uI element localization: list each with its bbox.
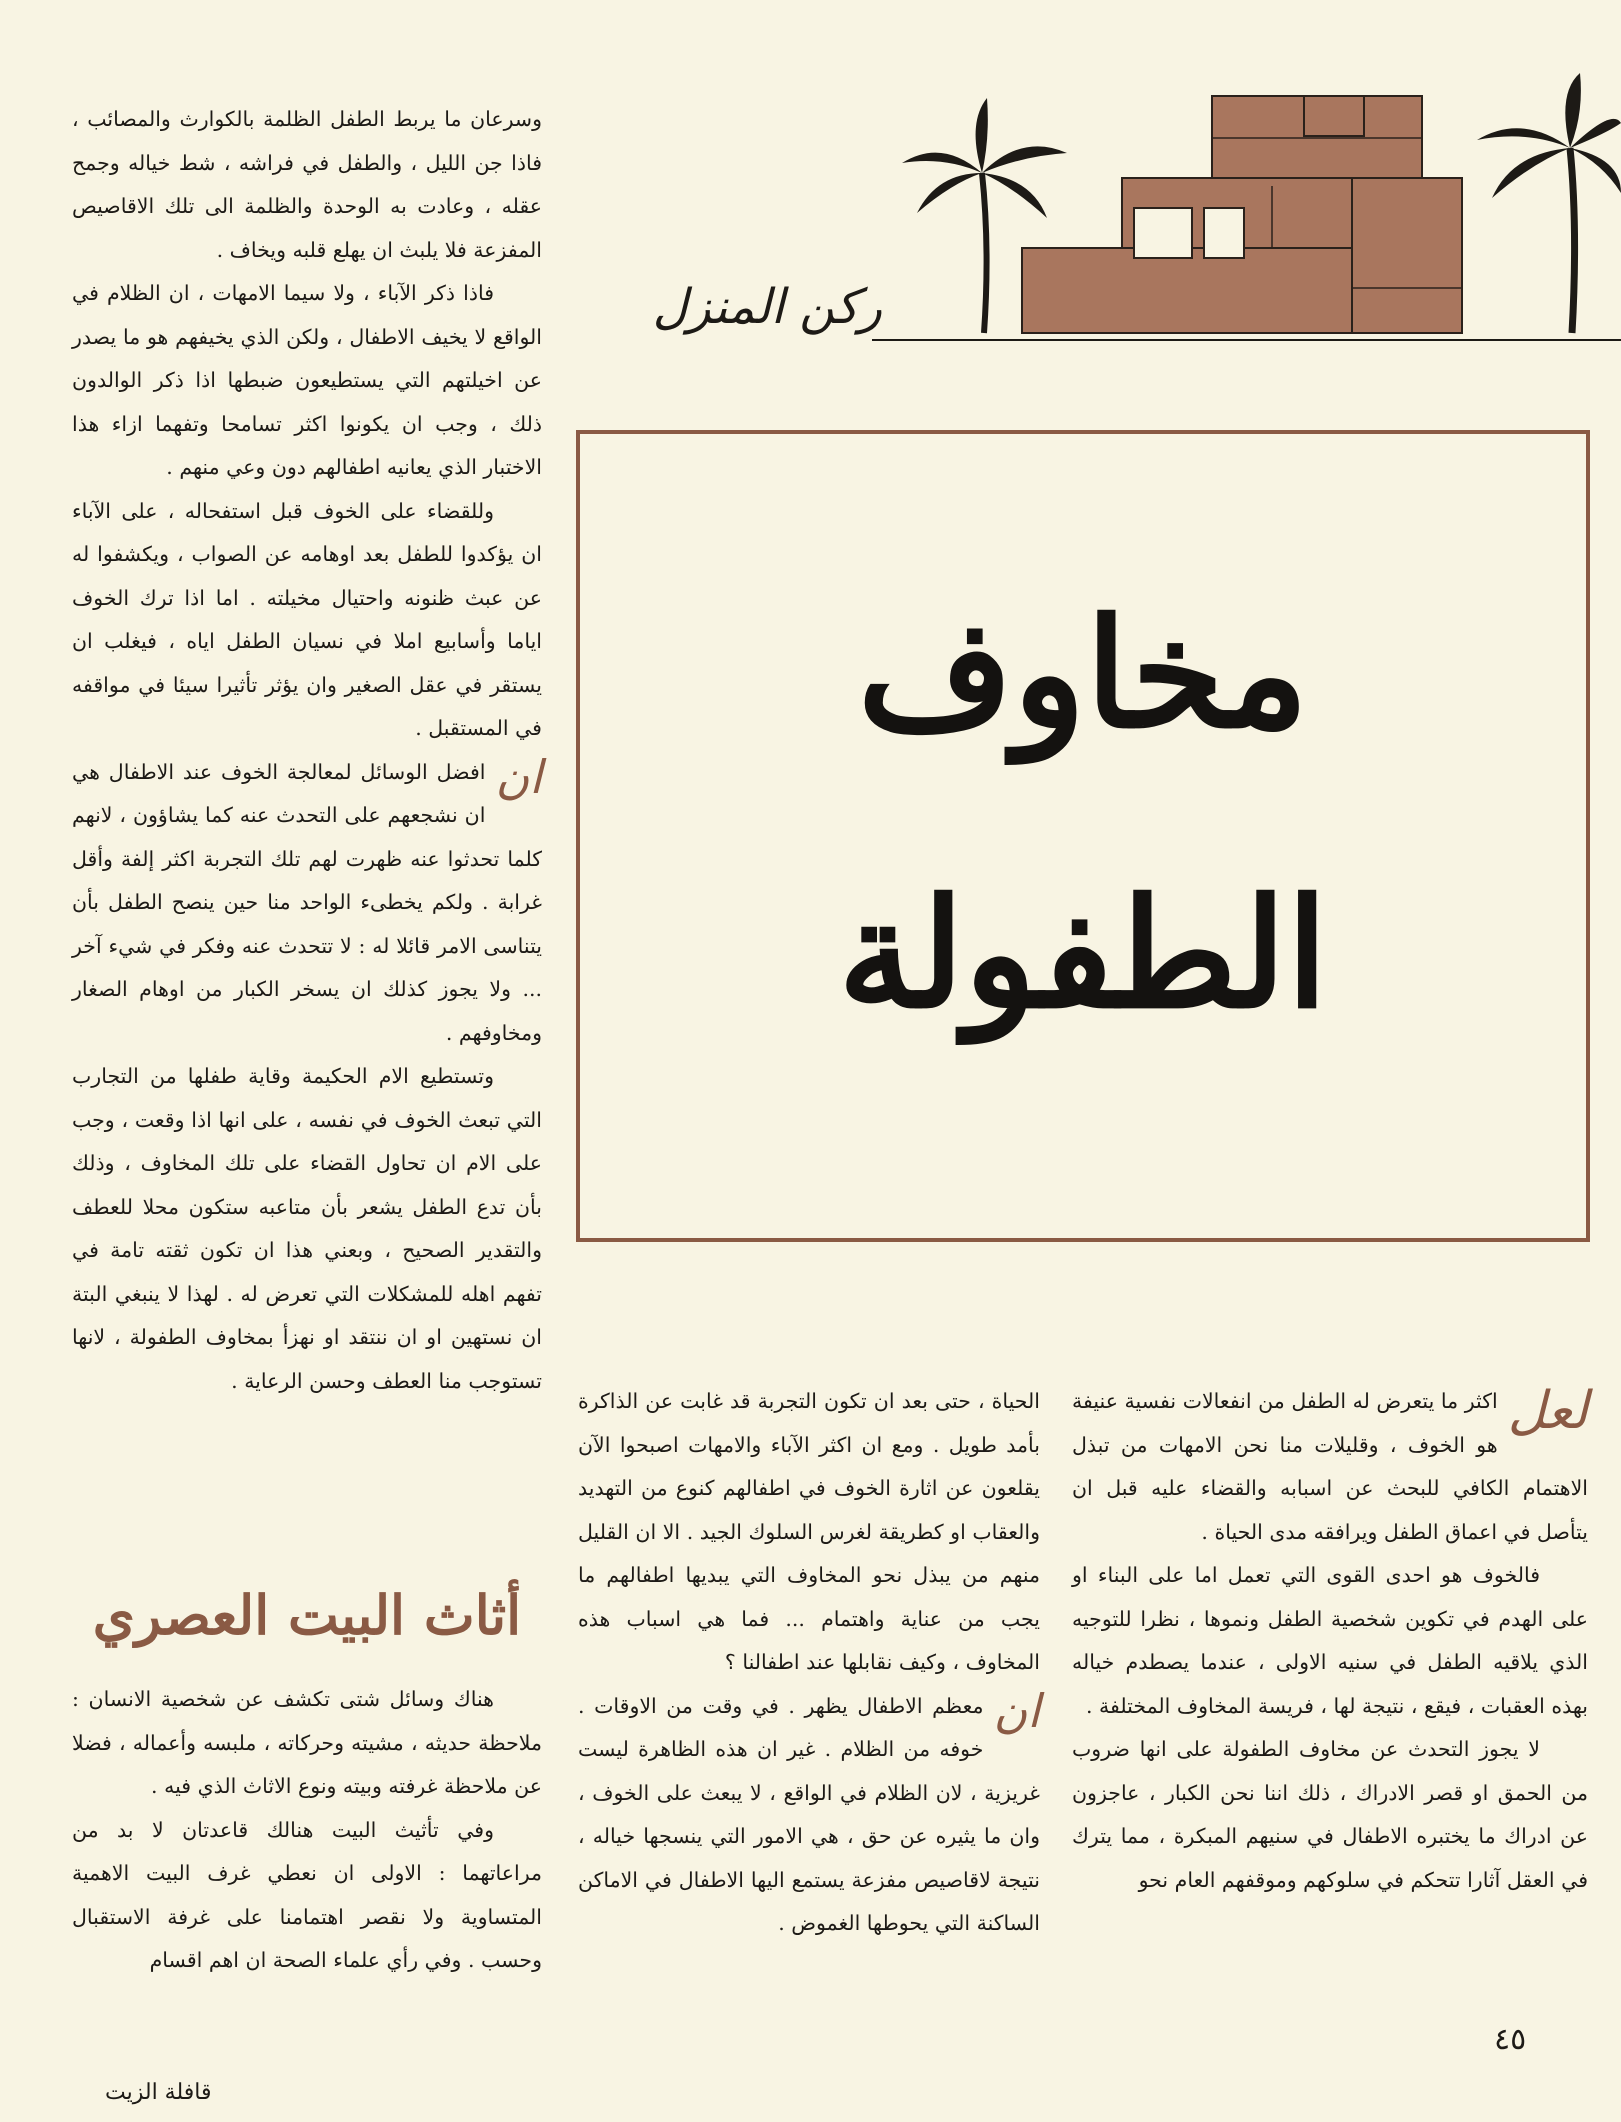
paragraph-text: افضل الوسائل لمعالجة الخوف عند الاطفال هي ان نشجعهم على التحدث عنه كما يشاؤون ، لانهم كلما تحدثوا عنه ظهرت لهم تلك التجربة اكثر إلفة وأقل غرابة . ولكم يخطىء الواحد منا حين ينصح الطفل بأن يتناسى الامر قائلا له : لا تتحدث عنه وفكر في شيء آخر ... ولا يجوز كذلك ان يسخر الكبار من اوهام الصغار ومخاوفهم . — [72, 759, 542, 1045]
page-number: ٤٥ — [1494, 2022, 1527, 2057]
paragraph: فالخوف هو احدى القوى التي تعمل اما على البناء او على الهدم في تكوين شخصية الطفل ونموها ، نظرا للتوجيه الذي يلاقيه الطفل في سنيه الاولى ، عندما يصطدم خياله بهذه العقبات ، فيقع ، نتيجة لها ، فريسة المخاوف المختلفة . — [1072, 1563, 1588, 1718]
paragraph-with-dropcap — [72, 751, 542, 1056]
paragraph: وللقضاء على الخوف قبل استفحاله ، على الآباء ان يؤكدوا للطفل بعد اوهامه عن الصواب ، ويكشفوا له عن عبث ظنونه واحتيال مخيلته . اما اذا ترك الخوف اياما وأسابيع املا في نسيان الطفل اياه ، فيغلب ان يستقر في عقل الصغير وان يؤثر تأثيرا سيئا في مواقفه في المستقبل . — [72, 498, 542, 740]
dropcap: ان — [495, 749, 542, 804]
paragraph: الحياة ، حتى بعد ان تكون التجربة قد غابت عن الذاكرة بأمد طويل . ومع ان اكثر الآباء والامهات اصبحوا الآن يقلعون عن اثارة الخوف في اطفالهم كنوع من التهديد والعقاب او كطريقة لغرس السلوك الجيد . الا ان القليل منهم من يبذل نحو المخاوف التي يبديها اطفالهم ما يجب من عناية واهتمام ... فما هي اسباب هذه المخاوف ، وكيف نقابلها عند اطفالنا ؟ — [578, 1389, 1040, 1674]
dropcap: لعل — [1507, 1381, 1588, 1441]
column-left — [72, 98, 542, 1403]
dropcap: ان — [993, 1683, 1040, 1738]
paragraph-with-dropcap — [1072, 1380, 1588, 1554]
second-article-heading: أثاث البيت العصري — [92, 1583, 522, 1647]
paragraph-text: اكثر ما يتعرض له الطفل من انفعالات نفسية عنيفة هو الخوف ، وقليلات منا نحن الامهات من تبذل الاهتمام الكافي للبحث عن اسبابه والقضاء عليه قبل ان يتأصل في اعماق الطفل ويرافقه مدى الحياة . — [1072, 1389, 1588, 1544]
article-title-line-1: مخاوف — [857, 586, 1309, 762]
paragraph-with-dropcap — [578, 1685, 1040, 1946]
column-left-second-article — [72, 1678, 542, 1983]
article-title-frame — [576, 430, 1590, 1242]
magazine-name: قافلة الزيت — [105, 2080, 212, 2105]
article-title-line-2: الطفولة — [838, 866, 1328, 1042]
section-logo-label: ركن المنزل — [652, 279, 882, 335]
paragraph: وسرعان ما يربط الطفل الظلمة بالكوارث والمصائب ، فاذا جن الليل ، والطفل في فراشه ، شط خياله وجمح عقله ، وعادت به الوحدة والظلمة الى تلك الاقاصيص المفزعة فلا يلبث ان يهلع قلبه ويخاف . — [72, 107, 542, 262]
section-header-logo — [652, 78, 1621, 353]
paragraph: فاذا ذكر الآباء ، ولا سيما الامهات ، ان الظلام في الواقع لا يخيف الاطفال ، ولكن الذي يخيفهم هو ما يصدر عن اخيلتهم التي يستطيعون ضبطها اذا ذكر الوالدون ذلك ، وجب ان يكونوا اكثر تسامحا وتفهما ازاء هذا الاختبار الذي يعانيه اطفالهم دون وعي منهم . — [72, 281, 542, 479]
paragraph-text: معظم الاطفال يظهر . في وقت من الاوقات . خوفه من الظلام . غير ان هذه الظاهرة ليست غريزية ، لان الظلام في الواقع ، لا يبعث على الخوف ، وان ما يثيره عن حق ، هي الامور التي ينسجها خياله ، نتيجة لاقاصيص مفزعة يستمع اليها الاطفال في الاماكن الساكنة التي يحوطها الغموض . — [578, 1693, 1040, 1935]
paragraph: لا يجوز التحدث عن مخاوف الطفولة على انها ضروب من الحمق او قصر الادراك ، ذلك اننا نحن الكبار ، عاجزون عن ادراك ما يختبره الاطفال في سنيهم المبكرة ، مما يترك في العقل آثارا تتحكم في سلوكهم وموقفهم العام نحو — [1072, 1737, 1588, 1892]
column-middle — [578, 1380, 1040, 1946]
paragraph: هناك وسائل شتى تكشف عن شخصية الانسان : ملاحظة حديثه ، مشيته وحركاته ، ملبسه وأعماله ، فضلا عن ملاحظة غرفته وبيته ونوع الاثاث الذي فيه . — [72, 1687, 542, 1798]
paragraph: وفي تأثيث البيت هنالك قاعدتان لا بد من مراعاتهما : الاولى ان نعطي غرف البيت الاهمية المتساوية ولا نقصر اهتمامنا على غرفة الاستقبال وحسب . وفي رأي علماء الصحة ان اهم اقسام — [72, 1817, 542, 1972]
paragraph: وتستطيع الام الحكيمة وقاية طفلها من التجارب التي تبعث الخوف في نفسه ، على انها اذا وقعت ، وجب على الام ان تحاول القضاء على تلك المخاوف ، وذلك بأن تدع الطفل يشعر بأن متاعبه ستكون محلا للعطف والتقدير الصحيح ، وبعني هذا ان تكون ثقته تامة في تفهم اهله للمشكلات التي تعرض له . لهذا لا ينبغي البتة ان نستهين او ان ننتقد او نهزأ بمخاوف الطفولة ، لانها تستوجب منا العطف وحسن الرعاية . — [72, 1064, 542, 1393]
column-right — [1072, 1380, 1588, 1902]
